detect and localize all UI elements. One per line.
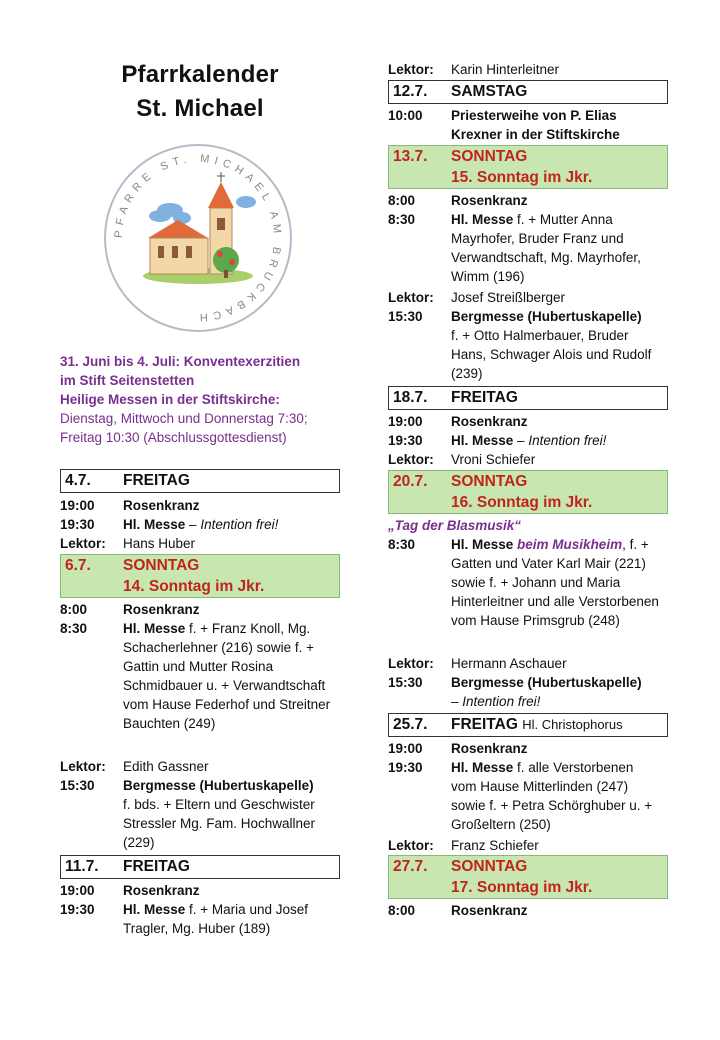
notice-line2: im Stift Seitenstetten bbox=[60, 373, 195, 388]
notice-line5: Freitag 10:30 (Abschlussgottesdienst) bbox=[60, 430, 287, 445]
day-name: FREITAG bbox=[123, 472, 190, 489]
notice-line3: Heilige Messen in der Stiftskirche: bbox=[60, 392, 280, 407]
day-header-6-7 bbox=[60, 554, 340, 598]
day-date: 27.7. bbox=[393, 858, 428, 875]
entry-title: Hl. Messe bbox=[451, 433, 514, 448]
day-subtitle: 17. Sonntag im Jkr. bbox=[451, 879, 593, 896]
entry-time: 8:30 bbox=[388, 537, 416, 552]
day-subtitle: 14. Sonntag im Jkr. bbox=[123, 578, 265, 595]
entry-time: 8:30 bbox=[60, 621, 88, 636]
entry-time: 19:30 bbox=[388, 433, 423, 448]
entry-title: Bergmesse (Hubertuskapelle) bbox=[451, 309, 642, 324]
notice-line1: 31. Juni bis 4. Juli: Konventexerzitien bbox=[60, 354, 301, 369]
entry-text: f. + Maria und Josef bbox=[189, 902, 308, 917]
lektor-label: Lektor: bbox=[388, 62, 434, 77]
lektor-label: Lektor: bbox=[60, 759, 106, 774]
day-name: FREITAG bbox=[451, 389, 518, 406]
day-name: SAMSTAG bbox=[451, 83, 528, 100]
lektor-name: Edith Gassner bbox=[123, 759, 209, 774]
entry-time: 8:00 bbox=[388, 903, 416, 918]
day-subtitle: 16. Sonntag im Jkr. bbox=[451, 494, 593, 511]
entry-text: Tragler, Mg. Huber (189) bbox=[123, 921, 271, 936]
day-name: FREITAG bbox=[123, 858, 190, 875]
lektor-label: Lektor: bbox=[388, 290, 434, 305]
entry-time: 8:00 bbox=[60, 602, 88, 617]
entry-title: Hl. Messe bbox=[451, 537, 514, 552]
lektor-name: Hans Huber bbox=[123, 536, 196, 551]
lektor-name: Vroni Schiefer bbox=[451, 452, 536, 467]
entry-time: 8:30 bbox=[388, 212, 416, 227]
entry-title: Hl. Messe bbox=[123, 621, 186, 636]
page-title-line2: St. Michael bbox=[136, 95, 264, 122]
entry-time: 19:00 bbox=[388, 741, 423, 756]
parish-logo bbox=[98, 138, 298, 338]
entry-time: 15:30 bbox=[388, 309, 423, 324]
entry-title: Rosenkranz bbox=[451, 414, 528, 429]
day-date: 4.7. bbox=[65, 472, 91, 489]
entry-time: 10:00 bbox=[388, 108, 423, 123]
entry-title: Bergmesse (Hubertuskapelle) bbox=[123, 778, 314, 793]
entry-time: 19:30 bbox=[388, 760, 423, 775]
entry-time: 19:00 bbox=[60, 883, 95, 898]
lektor-label: Lektor: bbox=[60, 536, 106, 551]
day-date: 6.7. bbox=[65, 557, 91, 574]
entry-time: 19:30 bbox=[60, 517, 95, 532]
day-name: SONNTAG bbox=[451, 148, 528, 165]
entry-title: Hl. Messe bbox=[451, 760, 514, 775]
day-header-11-7 bbox=[60, 855, 340, 879]
retreat-notice bbox=[60, 352, 345, 447]
day-date: 25.7. bbox=[393, 716, 428, 733]
entry-title: Rosenkranz bbox=[451, 741, 528, 756]
entry-intention: Intention frei! bbox=[528, 433, 607, 448]
lektor-name: Hermann Aschauer bbox=[451, 656, 567, 671]
day-header-27-7 bbox=[388, 855, 668, 899]
entry-text: f. alle Verstorbenen vom Hause Mitterlinden (247) sowie f. + Petra Schörghuber u. + Großeltern (250) bbox=[451, 760, 653, 832]
entry-text: f. + Otto Halmerbauer, Bruder Hans, Schwager Alois und Rudolf (239) bbox=[451, 328, 652, 381]
day-date: 13.7. bbox=[393, 148, 428, 165]
entry-text: f. + Mutter Anna Mayrhofer, Bruder Franz und Verwandtschaft, Mg. Mayrhofer, Wimm (196) bbox=[451, 212, 641, 284]
day-name: SONNTAG bbox=[123, 557, 200, 574]
entry-title: Rosenkranz bbox=[123, 498, 200, 513]
day-header-13-7 bbox=[388, 145, 668, 189]
entry-intention: Intention frei! bbox=[200, 517, 279, 532]
entry-text: , f. + Gatten und Vater Karl Mair (221) sowie f. + Johann und Maria Hinterleitner und alle Verstorbenen vom Hause Primsgrub (248) bbox=[451, 537, 659, 628]
lektor-label: Lektor: bbox=[388, 452, 434, 467]
entry-time: 19:00 bbox=[60, 498, 95, 513]
day-subtitle: 15. Sonntag im Jkr. bbox=[451, 169, 593, 186]
entry-location: beim Musikheim bbox=[517, 537, 623, 552]
entry-title: Rosenkranz bbox=[123, 883, 200, 898]
entry-time: 8:00 bbox=[388, 193, 416, 208]
entry-title: Rosenkranz bbox=[123, 602, 200, 617]
day-date: 20.7. bbox=[393, 473, 428, 490]
lektor-name: Josef Streißlberger bbox=[451, 290, 566, 305]
svg-text:PFARRE ST. MICHAEL AM BRUCKBAC: PFARRE ST. MICHAEL AM BRUCKBACH bbox=[112, 152, 284, 324]
day-saint: Hl. Christophorus bbox=[522, 717, 623, 732]
notice-line4: Dienstag, Mittwoch und Donnerstag 7:30; bbox=[60, 411, 308, 426]
special-day-label: „Tag der Blasmusik“ bbox=[388, 518, 522, 533]
entry-title: Bergmesse (Hubertuskapelle) bbox=[451, 675, 642, 690]
entry-title: Hl. Messe bbox=[451, 212, 514, 227]
day-date: 11.7. bbox=[65, 858, 99, 875]
day-date: 18.7. bbox=[393, 389, 428, 406]
day-name: SONNTAG bbox=[451, 858, 528, 875]
lektor-label: Lektor: bbox=[388, 838, 434, 853]
day-header-4-7 bbox=[60, 469, 340, 493]
entry-time: 15:30 bbox=[388, 675, 423, 690]
entry-title: Rosenkranz bbox=[451, 903, 528, 918]
lektor-label: Lektor: bbox=[388, 656, 434, 671]
entry-time: 19:30 bbox=[60, 902, 95, 917]
day-header-12-7 bbox=[388, 80, 668, 104]
entry-time: 15:30 bbox=[60, 778, 95, 793]
day-name: FREITAG bbox=[451, 716, 518, 733]
entry-text: f. bds. + Eltern und Geschwister Stressler Mg. Fam. Hochwallner (229) bbox=[123, 797, 316, 850]
day-header-20-7 bbox=[388, 470, 668, 514]
page-title-line1: Pfarrkalender bbox=[121, 61, 279, 88]
entry-title: Rosenkranz bbox=[451, 193, 528, 208]
lektor-name: Karin Hinterleitner bbox=[451, 62, 560, 77]
entry-text: f. + Franz Knoll, Mg. Schacherlehner (216) sowie f. + Gattin und Mutter Rosina Schmidbauer u. + Verwandtschaft vom Hause Federhof und Streitner Bauchten (249) bbox=[123, 621, 331, 731]
entry-title: Priesterweihe von P. Elias Krexner in der Stiftskirche bbox=[451, 108, 620, 142]
day-date: 12.7. bbox=[393, 83, 428, 100]
day-header-18-7 bbox=[388, 386, 668, 410]
entry-title: Hl. Messe bbox=[123, 517, 186, 532]
day-name: SONNTAG bbox=[451, 473, 528, 490]
day-header-25-7 bbox=[388, 713, 668, 737]
entry-intention: Intention frei! bbox=[462, 694, 541, 709]
entry-title: Hl. Messe bbox=[123, 902, 186, 917]
lektor-name: Franz Schiefer bbox=[451, 838, 539, 853]
entry-time: 19:00 bbox=[388, 414, 423, 429]
